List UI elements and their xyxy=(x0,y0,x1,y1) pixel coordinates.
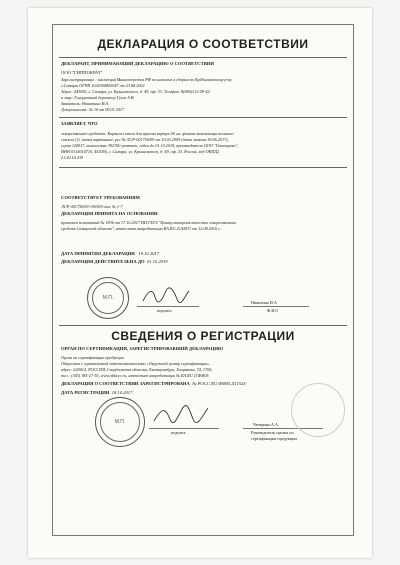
accept-date-value: 18.10.2017 xyxy=(138,251,159,256)
states-header: ЗАЯВЛЯЕТ, ЧТО xyxy=(61,121,98,126)
declarant-line: Заявитель: Никитина И.А. xyxy=(61,101,110,106)
organ-line: Общества с ограниченной ответственностью «Окружной центр сертификации», xyxy=(61,361,211,366)
head-caption: сертификации продукции xyxy=(251,436,297,441)
declarant-line: ООО "ГИППОКРАТ" xyxy=(61,70,103,75)
organ-line: адрес: 620014, РОССИЯ, Свердловская область, Екатеринбург, Хохрякова, 74, 1706, xyxy=(61,367,213,372)
head-name: Чечерина А.А. xyxy=(253,422,280,427)
states-line: 21.20.10.239 xyxy=(61,155,83,160)
valid-date-value: 01.10.2019 xyxy=(146,259,168,264)
signature-caption: подпись xyxy=(171,430,186,435)
regdate-value: 18.10.2017 xyxy=(111,390,133,395)
document-page xyxy=(28,8,372,558)
company-stamp xyxy=(87,277,129,319)
watermark-stamp xyxy=(291,383,345,437)
signer-name: Никитина И.А. xyxy=(251,300,278,305)
organ-line: тел.: (343) 385-27-55, www.okbcce.ru, аттестат аккредитации № RA.RU.11ФМ05 xyxy=(61,373,209,378)
fio-caption: Ф.И.О xyxy=(267,308,279,313)
stamp-mp-label: М.П. xyxy=(102,295,114,301)
states-line: серия 120917, количество 392700 упаковок, годен до 01.10.2019, производитель ООО "Гиппократ", xyxy=(61,143,239,148)
divider xyxy=(59,167,347,168)
fio-line xyxy=(243,306,309,307)
signature-line xyxy=(137,306,199,307)
signature-line xyxy=(149,428,219,429)
valid-date-label: ДЕКЛАРАЦИЯ ДЕЙСТВИТЕЛЬНА ДО xyxy=(61,259,145,264)
states-line: стекла (1), пачки картонные, рег № ЛСР-001750/09 от 10.03.2009 (дата замены 30.06.2017), xyxy=(61,137,229,142)
registration-title: СВЕДЕНИЯ О РЕГИСТРАЦИИ xyxy=(111,329,295,343)
basis-header: ДЕКЛАРАЦИЯ ПРИНЯТА НА ОСНОВАНИИ xyxy=(61,211,158,216)
declarant-line: Адрес: 443056, г. Самара, ул. Крышевского, д. 49, оф. 33. Телефон: 8(846)312-59-42 xyxy=(61,89,210,94)
regnum-label: ДЕКЛАРАЦИЯ О СООТВЕТСТВИИ ЗАРЕГИСТРИРОВАНА xyxy=(61,381,190,386)
basis-line: протокол испытаний № 1836 от 17.10.2017 НИ ГБУЗ "Центр контроля качества лекарственных xyxy=(61,220,237,225)
declaration-title: ДЕКЛАРАЦИЯ О СООТВЕТСТВИИ xyxy=(97,37,309,51)
declarant-line: Доверенность: № 10 от 09.01.2017 xyxy=(61,107,125,112)
declaration-frame xyxy=(52,24,354,536)
signature-caption: подпись xyxy=(157,308,172,313)
organ-header: ОРГАН ПО СЕРТИФИКАЦИИ, ЗАРЕГИСТРИРОВАВШИЙ ДЕКЛАРАЦИЮ xyxy=(61,346,224,351)
requirements-header: СООТВЕТСТВУЕТ ТРЕБОВАНИЯМ xyxy=(61,195,140,200)
regdate-label: ДАТА РЕГИСТРАЦИИ xyxy=(61,390,110,395)
states-line: ИНН 6314014710, 443056, г. Самара, ул. Крышевского, д. 49, оф. 33, Россия, код ОКПД2 xyxy=(61,149,220,154)
valid-date-row xyxy=(61,259,345,265)
stamp-mp-label: М.П. xyxy=(114,419,126,425)
declarant-header: ДЕКЛАРАНТ, ПРИНИМАЮЩИЙ ДЕКЛАРАЦИЮ О СООТВЕТСТВИИ xyxy=(61,61,214,66)
requirements-line: ЛСР-001750/09-100309 изм. № 1-7 xyxy=(61,204,123,209)
accept-date-row xyxy=(61,251,345,257)
declarant-line: в лице: Генеральный директор Гусев А.В. xyxy=(61,95,135,100)
declarant-line: г.Самары ОГРН 1026300892047 от 23.08.2002 xyxy=(61,83,145,88)
divider xyxy=(59,117,347,118)
regnum-value: № РОСС RU.ФМ05.Д11524 xyxy=(192,381,246,386)
basis-line: средств Самарской области", аттестат аккредитации RA.RU.21АМ33 от 12.08.2016 г. xyxy=(61,226,221,231)
organ-signature xyxy=(151,405,211,425)
declarant-signature xyxy=(141,287,191,305)
divider xyxy=(59,325,347,326)
states-line: лекарственное средство: Корвалол капли для приема внутрь 50 мл, флакон-капельницы темного xyxy=(61,131,234,136)
organ-line: Орган по сертификации продукции xyxy=(61,355,124,360)
accept-date-label: ДАТА ПРИНЯТИЯ ДЕКЛАРАЦИИ xyxy=(61,251,135,256)
declarant-line: Зарегистрировано : инспекция Министерства РФ по налогам и сборам по Куйбышевскому р-ну xyxy=(61,77,232,82)
head-caption: Руководитель органа по xyxy=(251,430,294,435)
divider xyxy=(59,57,347,58)
certification-stamp xyxy=(95,397,145,447)
regnum-row xyxy=(61,381,345,387)
